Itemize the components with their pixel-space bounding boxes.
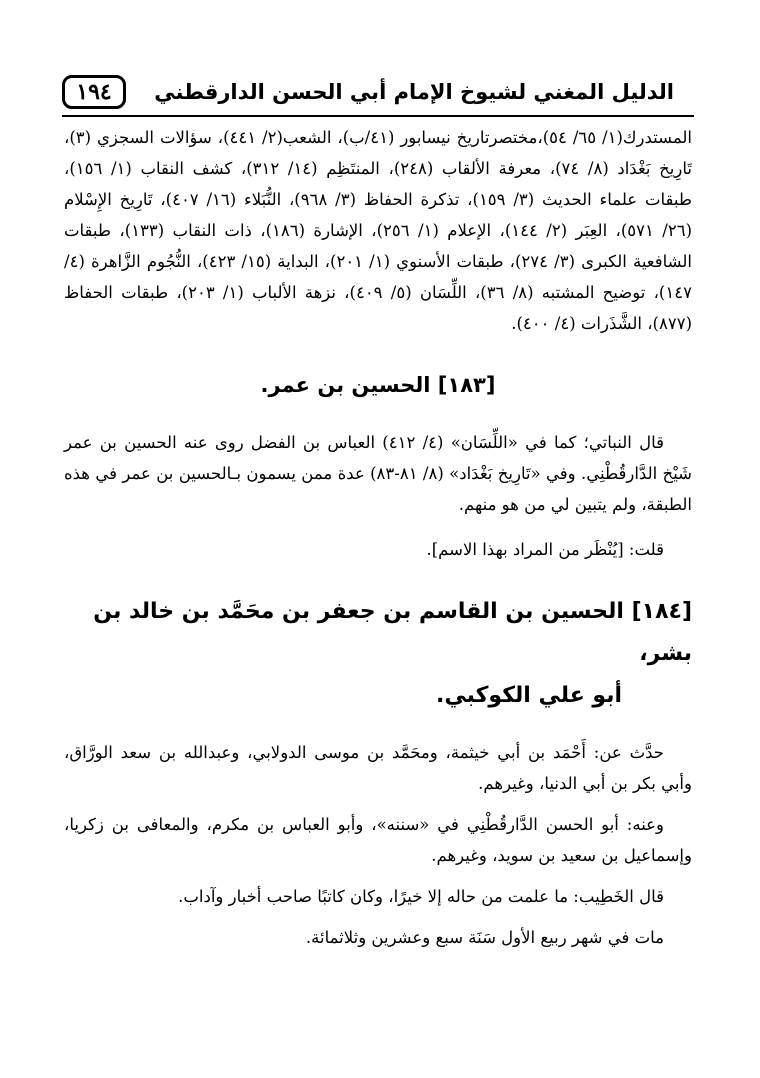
page-number: ١٩٤ bbox=[62, 75, 126, 109]
sources-list: المستدرك(١/ ٦٥/ ٥٤)،مختصرتاريخ نيسابور (٤١/ب)، الشعب(٢/ ٤٤١)، سؤالات السجزي (٣)، تَارِيخ بَغْدَاد (٨/ ٧٤)، معرفة الألقاب (٢٤٨)، المنتَظِم (١٤/ ٣١٢)، كشف النقاب (١/ ١٥٦)، طبقات علماء الحديث (٣/ ١٥٩)، تذكرة الحفاظ (٣/ ٩٦٨)، النُّبَلاء (١٦/ ٤٠٧)، تَارِيخ الإِسْلام (٢٦/ ٥٧١)، العِبَر (٢/ ١٤٤)، الإعلام (١/ ٢٥٦)، الإشارة (١٨٦)، ذات النقاب (١٣٣)، طبقات الشافعية الكبرى (٣/ ٢٧٤)، طبقات الأسنوي (١/ ٢٠١)، البداية (١٥/ ٤٢٣)، النُّجُوم الزَّاهرة (٤/ ١٤٧)، توضيح المشتبه (٨/ ٣٦)، اللِّسَان (٥/ ٤٠٩)، نزهة الألباب (١/ ٢٠٣)، طبقات الحفاظ (٨٧٧)، الشَّذَرات (٤/ ٤٠٠). bbox=[64, 128, 693, 333]
entry-184-students: وعنه: أبو الحسن الدَّارقُطْنِي في «سننه»، وأبو العباس بن مكرم، والمعافى بن زكريا، وإسماعيل بن سعيد بن سويد، وغيرهم. bbox=[64, 815, 692, 865]
entry-title-184-line2: أبو علي الكوكبي. bbox=[436, 683, 622, 708]
page-content bbox=[64, 122, 692, 953]
entry-title-183: [١٨٣] الحسين بن عمر. bbox=[260, 373, 496, 397]
page-header bbox=[62, 70, 694, 114]
entry-183-note: قلت: [يُنْظَر من المراد بهذا الاسم]. bbox=[426, 540, 664, 559]
running-title: الدليل المغني لشيوخ الإمام أبي الحسن الدارقطني bbox=[154, 80, 674, 104]
header-divider bbox=[62, 115, 694, 117]
entry-184-khatib-quote: قال الخَطِيب: ما علمت من حاله إلا خيرًا، وكان كاتبًا صاحب أخبار وآداب. bbox=[178, 887, 664, 906]
entry-title-184 bbox=[64, 591, 692, 717]
entry-183-paragraph: قال النباتي؛ كما في «اللِّسَان» (٤/ ٤١٢) العباس بن الفضل روى عنه الحسين بن عمر شَيْخ الدَّارقُطْنِي. وفي «تَارِيخ بَغْدَاد» (٨/ ٨١-٨٣) عدة ممن يسمون بـالحسين بن عمر في هذه الطبقة، ولم يتبين لي من هو منهم. bbox=[64, 433, 693, 514]
entry-184-teachers: حدَّث عن: أَحْمَد بن أبي خيثمة، ومحَمَّد بن موسى الدولابي، وعبدالله بن سعد الورَّاق، وأبي بكر بن أبي الدنيا، وغيرهم. bbox=[64, 743, 692, 793]
entry-title-184-line1: [١٨٤] الحسين بن القاسم بن جعفر بن محَمَّد بن خالد بن بشر، bbox=[93, 599, 692, 666]
entry-184-death: مات في شهر ربيع الأول سَنَة سبع وعشرين وثلاثمائة. bbox=[305, 928, 664, 947]
